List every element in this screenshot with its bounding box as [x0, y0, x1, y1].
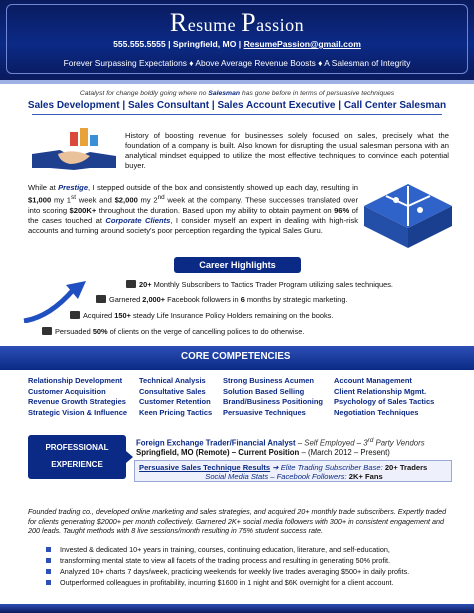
bullet-item: Outperformed colleagues in profitability, incurring $1600 in 1 night and $6K overnight for a client account.	[46, 577, 456, 588]
job-title	[136, 437, 425, 448]
h1-bold: 20+	[139, 280, 152, 289]
catalyst-text-a: Catalyst for change boldly going where no	[79, 90, 209, 97]
job-loc-text: Springfield, MO (Remote)	[136, 448, 230, 457]
h1-text: Monthly Subscribers to Tactics Trader Program utilizing sales techniques.	[151, 280, 393, 289]
email-link[interactable]: ResumePassion@gmail.com	[243, 39, 361, 49]
p2-c: my 1	[51, 195, 72, 205]
competency-item: Revenue Growth Strategies	[28, 397, 126, 406]
handshake-icon	[42, 327, 52, 335]
h2-d: 6	[240, 295, 245, 304]
p2-e: my 2	[137, 195, 158, 205]
results-1c: 20+ Traders	[384, 463, 428, 472]
h2-c: Facebook followers in	[165, 295, 241, 304]
competency-item: Psychology of Sales Tactics	[334, 397, 435, 406]
header-divider	[0, 80, 474, 84]
competency-item: Strong Business Acumen	[223, 376, 314, 385]
document-icon	[70, 311, 80, 319]
competency-item: Account Management	[334, 376, 412, 385]
name-initial-2: P	[241, 8, 257, 37]
p2-h: of the cases touched at	[28, 205, 358, 225]
footer-band	[0, 604, 474, 613]
job-title-text: Foreign Exchange Trader/Financial Analyst	[136, 438, 296, 448]
podium-icon	[96, 295, 106, 303]
competencies-col-3	[223, 376, 323, 418]
h3-b: 150+	[114, 311, 131, 320]
results-line-1	[139, 463, 427, 472]
results-1a: Persuasive Sales Technique Results	[139, 463, 271, 472]
p2-clients: Corporate Clients	[105, 215, 171, 225]
name-initial-1: R	[169, 8, 188, 37]
p2-d: week and	[75, 195, 115, 205]
competencies-col-2	[139, 376, 212, 418]
name-rest-1: esume	[187, 15, 237, 35]
p2-f: week at the company. These successes translated over into scoring	[28, 195, 358, 215]
badge-arrow-icon	[126, 451, 133, 463]
job-type-sup: rd	[367, 437, 374, 444]
badge-line-2: EXPERIENCE	[51, 460, 103, 469]
job-type-b: Party Vendors	[373, 438, 425, 448]
bullet-item: Analyzed 10+ charts 7 days/week, practicing weekends for weekly live trades averaging $500+ in daily profits.	[46, 566, 456, 577]
results-box	[134, 460, 452, 482]
competency-item: Customer Acquisition	[28, 386, 106, 396]
experience-bullets	[46, 544, 456, 588]
h4-c: of clients on the verge of cancelling polices to do otherwise.	[107, 327, 305, 336]
badge-line-1: PROFESSIONAL	[45, 443, 109, 452]
handshake-illustration	[30, 128, 118, 174]
results-line-2	[135, 472, 453, 481]
h2-b: 2,000+	[142, 295, 166, 304]
catalyst-line	[0, 90, 474, 97]
competency-item: Brand/Business Positioning	[223, 397, 324, 406]
highlight-4	[42, 327, 304, 336]
people-icon	[126, 280, 136, 288]
competency-item: Negotiation Techniques	[334, 407, 419, 417]
competency-item: Technical Analysis	[139, 376, 206, 385]
competency-item: Relationship Development	[28, 376, 123, 385]
p2-g: throughout the duration. Based upon my ability to obtain payment on	[96, 205, 335, 215]
experience-description: Founded trading co., developed online marketing and sales strategies, and acquired 20+ monthly trade subscribers. Expertly traded for clients generating $2000+ per month collectively. Garnered 2K+ social media followers with 300+ in consistent engagement and 200 leads. Taught methods with 8 live sessions/month resulting in 75% student success rate.	[28, 507, 447, 536]
core-competencies-title: CORE COMPETENCIES	[181, 351, 291, 362]
competency-item: Customer Retention	[139, 397, 211, 406]
job-period-label: – Current Position	[229, 448, 300, 457]
p2-amt1: $1,000	[28, 195, 52, 205]
competency-item: Client Relationship Mgmt.	[334, 386, 427, 396]
p2-a: While at	[28, 183, 59, 192]
catalyst-text-c: has gone before in terms of persuasive techniques	[240, 90, 395, 97]
h3-c: steady Life Insurance Policy Holders remaining on the books.	[130, 311, 334, 320]
results-2a: Social Media Stats – Facebook Followers:	[205, 472, 349, 481]
catalyst-highlight: Salesman	[208, 90, 241, 97]
h4-b: 50%	[92, 327, 108, 336]
p2-sup1: st	[71, 194, 76, 201]
p2-i: , I consider myself an expert in dealing with high-risk accounts and turning around society's poor perception regarding the typical Sales Guru.	[28, 215, 358, 235]
puzzle-illustration	[362, 182, 454, 254]
h2-e: months by strategic marketing.	[244, 295, 348, 304]
professional-experience-badge	[28, 435, 126, 479]
h4-a: Persuaded	[55, 327, 93, 336]
competency-item: Solution Based Selling	[223, 386, 305, 396]
resume-name	[0, 8, 474, 38]
p2-pct: 96%	[334, 205, 350, 215]
p2-sup2: nd	[157, 194, 165, 201]
p2-company: Prestige	[58, 183, 89, 192]
h3-a: Acquired	[83, 311, 115, 320]
job-dates: – (March 2012 – Present)	[299, 448, 390, 457]
h2-a: Garnered	[109, 295, 143, 304]
competency-item: Persuasive Techniques	[223, 407, 306, 417]
competency-item: Consultative Sales	[139, 386, 206, 396]
p2-amt2: $2,000	[114, 195, 138, 205]
phone-number: 555.555.5555	[113, 39, 166, 49]
job-type-a: – Self Employed – 3	[295, 438, 368, 448]
target-roles: Sales Development | Sales Consultant | Sales Account Executive | Call Center Salesman	[27, 100, 447, 111]
summary-paragraph-1: History of boosting revenue for businesses solely focused on sales, precisely what the foundation of a company is built. Also known for disrupting the usual salesman persona with an analytical mindset equipped to utilize the most effective techniques to convince each potential buyer.	[125, 131, 449, 170]
tagline: Forever Surpassing Expectations ♦ Above Average Revenue Boosts ♦ A Salesman of Integrity	[63, 58, 411, 68]
competencies-col-1	[28, 376, 127, 418]
p2-amt3: $200K+	[69, 205, 97, 215]
city: Springfield, MO	[172, 39, 237, 49]
career-highlights-title: Career Highlights	[174, 257, 301, 273]
job-location	[136, 448, 390, 457]
name-rest-2: assion	[256, 15, 305, 35]
highlight-1	[126, 280, 393, 289]
results-1b: ➔ Elite Trading Subscriber Base:	[270, 463, 385, 472]
contact-line: 555.555.5555 | Springfield, MO | ResumePassion@gmail.com	[113, 39, 361, 49]
summary-paragraph-2	[28, 183, 358, 236]
roles-divider	[32, 114, 442, 115]
bullet-item: transforming mental state to view all facets of the trading process and resulting in generating 50% profit.	[46, 555, 456, 566]
highlight-2	[96, 295, 348, 304]
p2-b: , I stepped outside of the box and consistently showed up each day, resulting in	[88, 183, 358, 192]
bullet-item: Invested & dedicated 10+ years in training, courses, continuing education, literature, and self-education,	[46, 544, 456, 555]
competency-item: Keen Pricing Tactics	[139, 407, 213, 417]
highlight-3	[70, 311, 333, 320]
competency-item: Strategic Vision & Influence	[28, 407, 128, 417]
competencies-col-4	[334, 376, 434, 418]
results-2b: 2K+ Fans	[348, 472, 383, 481]
